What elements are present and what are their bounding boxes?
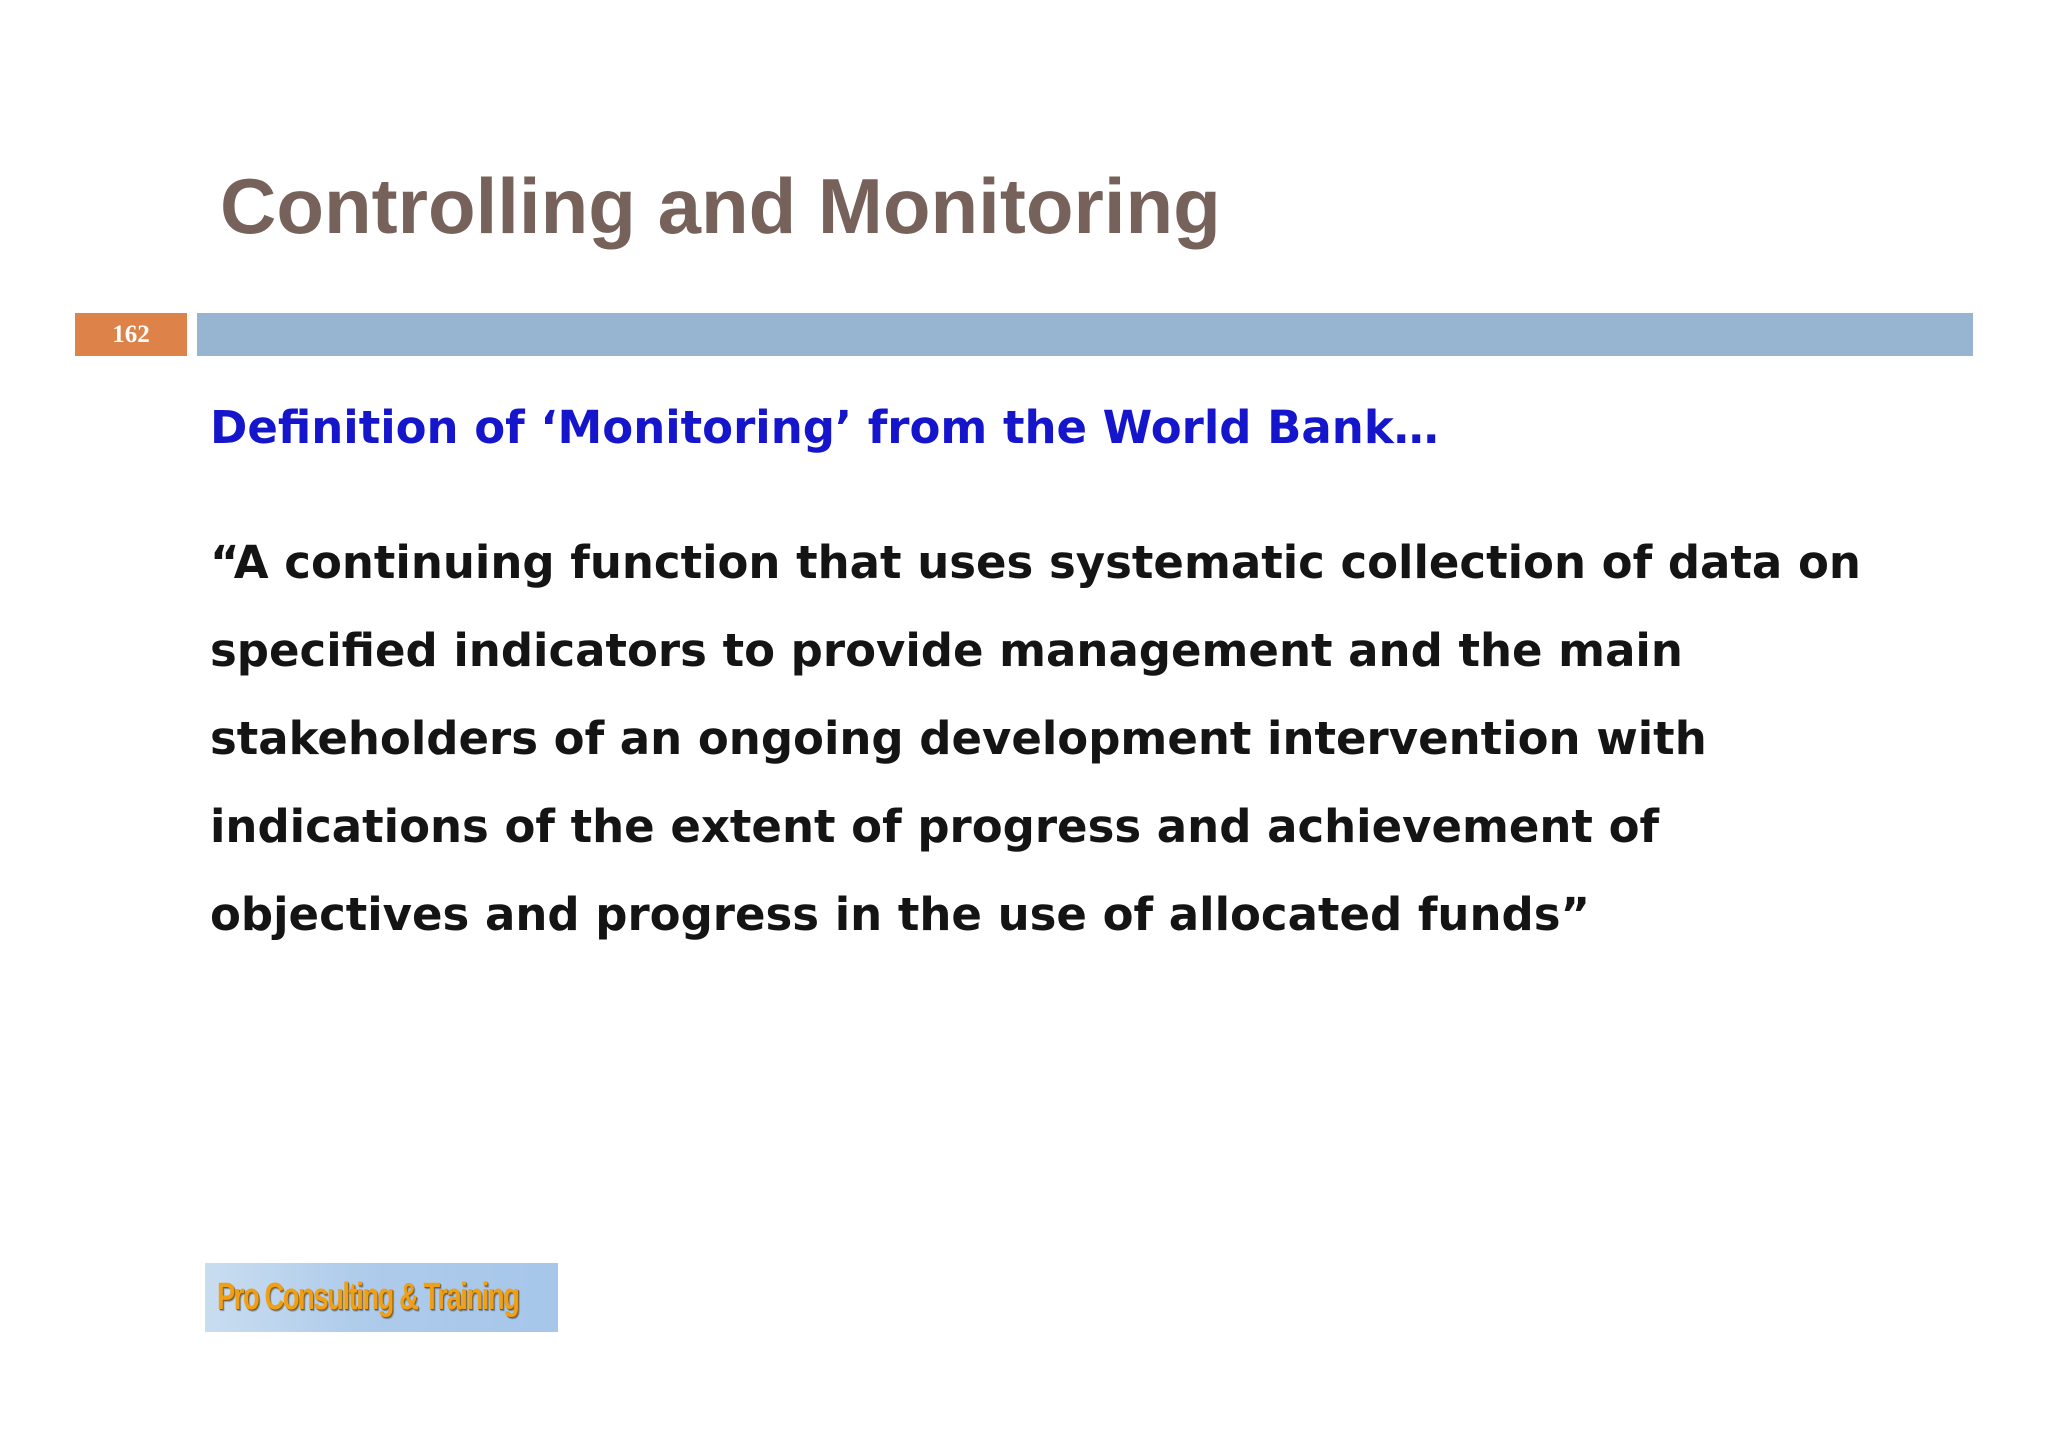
quote-line: specified indicators to provide management and the main — [210, 624, 1683, 677]
company-logo-text: Pro Consulting & Training — [217, 1276, 519, 1318]
page-number-badge: 162 — [75, 313, 187, 356]
quote-line: “A continuing function that uses systematic collection of data on — [210, 536, 1861, 589]
company-logo — [205, 1263, 558, 1332]
quote-line: objectives and progress in the use of allocated funds” — [210, 888, 1591, 941]
definition-heading: Definition of ‘Monitoring’ from the World Bank… — [210, 401, 1439, 454]
quote-line: indications of the extent of progress and achievement of — [210, 800, 1660, 853]
title-divider-bar — [197, 313, 1973, 356]
slide-title: Controlling and Monitoring — [220, 162, 1221, 250]
definition-quote — [210, 528, 1910, 968]
quote-line: stakeholders of an ongoing development intervention with — [210, 712, 1707, 765]
